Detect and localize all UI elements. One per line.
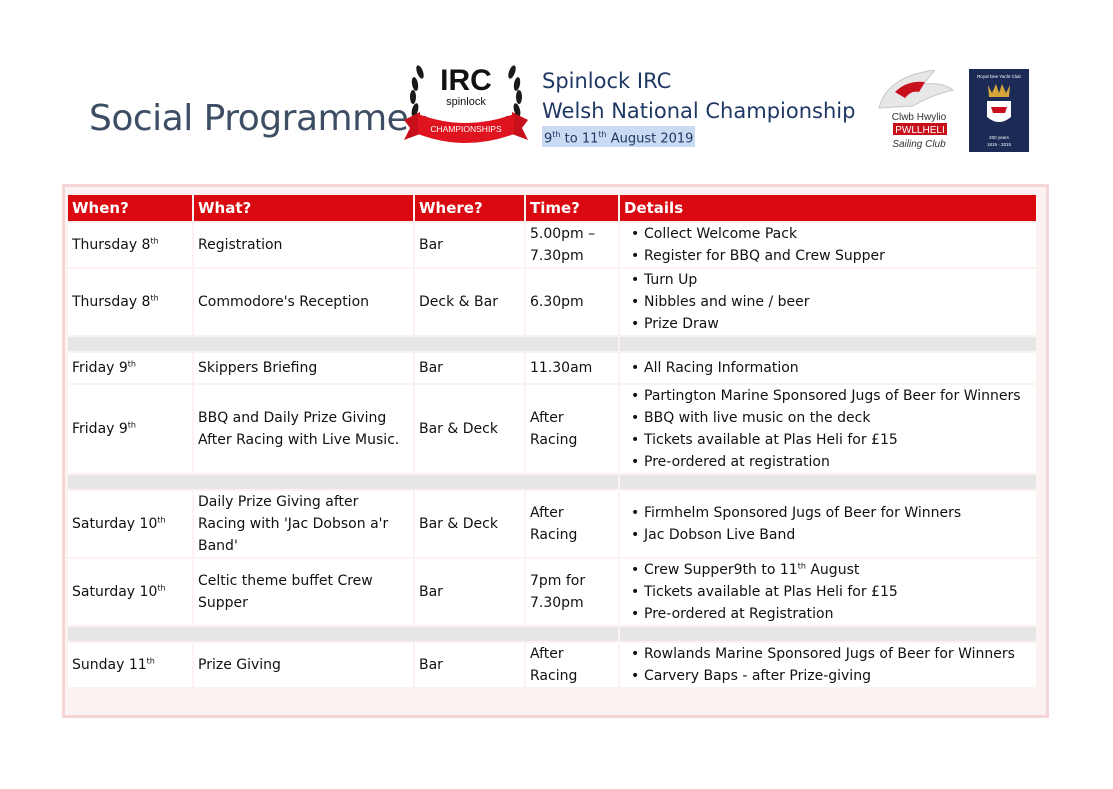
svg-text:Royal Dee Yacht Club: Royal Dee Yacht Club bbox=[977, 74, 1021, 79]
header-where: Where? bbox=[415, 195, 524, 221]
when-cell: Saturday 10th bbox=[68, 491, 192, 557]
header-details: Details bbox=[620, 195, 1036, 221]
svg-text:PWLLHELI: PWLLHELI bbox=[895, 125, 945, 136]
details-cell bbox=[620, 491, 1036, 557]
table-header-row bbox=[68, 195, 1036, 221]
svg-text:spinlock: spinlock bbox=[446, 96, 486, 108]
svg-text:Sailing Club: Sailing Club bbox=[892, 139, 946, 150]
detail-item: • Tickets available at Plas Heli for £15 bbox=[644, 581, 1032, 603]
table-row bbox=[68, 385, 1036, 473]
table-row bbox=[68, 491, 1036, 557]
day-separator bbox=[68, 337, 1036, 351]
day-separator bbox=[68, 475, 1036, 489]
event-dates: 9th to 11th August 2019 bbox=[542, 126, 695, 147]
page-title: Social Programme bbox=[89, 98, 409, 139]
detail-item: • Crew Supper9th to 11th August bbox=[644, 559, 1032, 581]
table-row bbox=[68, 353, 1036, 383]
where-cell: Bar & Deck bbox=[415, 385, 524, 473]
time-cell: 7pm for 7.30pm bbox=[526, 559, 618, 625]
header-when: When? bbox=[68, 195, 192, 221]
detail-item: • Jac Dobson Live Band bbox=[644, 524, 1032, 546]
event-heading bbox=[542, 66, 855, 147]
where-cell: Bar & Deck bbox=[415, 491, 524, 557]
detail-item: • Partington Marine Sponsored Jugs of Beer for Winners bbox=[644, 385, 1032, 407]
detail-item: • Rowlands Marine Sponsored Jugs of Beer for Winners bbox=[644, 643, 1032, 665]
svg-text:Clwb Hwylio: Clwb Hwylio bbox=[891, 112, 947, 123]
table-row bbox=[68, 559, 1036, 625]
what-cell: Celtic theme buffet Crew Supper bbox=[194, 559, 413, 625]
when-cell: Friday 9th bbox=[68, 353, 192, 383]
event-name-line2: Welsh National Championship bbox=[542, 99, 856, 123]
detail-item: • Firmhelm Sponsored Jugs of Beer for Winners bbox=[644, 502, 1032, 524]
royal-dee-yacht-club-logo bbox=[969, 69, 1029, 152]
details-cell bbox=[620, 223, 1036, 267]
time-cell: 11.30am bbox=[526, 353, 618, 383]
time-cell: After Racing bbox=[526, 643, 618, 687]
detail-item: • BBQ with live music on the deck bbox=[644, 407, 1032, 429]
details-cell bbox=[620, 269, 1036, 335]
detail-item: • Carvery Baps - after Prize-giving bbox=[644, 665, 1032, 687]
svg-text:200 years: 200 years bbox=[989, 135, 1009, 140]
svg-text:IRC: IRC bbox=[440, 64, 492, 97]
detail-item: • Collect Welcome Pack bbox=[644, 223, 1032, 245]
details-cell bbox=[620, 643, 1036, 687]
detail-item: • Pre-ordered at Registration bbox=[644, 603, 1032, 625]
time-cell: After Racing bbox=[526, 385, 618, 473]
what-cell: Daily Prize Giving after Racing with 'Jac Dobson a'r Band' bbox=[194, 491, 413, 557]
when-cell: Friday 9th bbox=[68, 385, 192, 473]
header-what: What? bbox=[194, 195, 413, 221]
social-programme-table bbox=[66, 193, 1038, 689]
detail-item: • Pre-ordered at registration bbox=[644, 451, 1032, 473]
event-name-line1: Spinlock IRC bbox=[542, 69, 672, 93]
details-cell bbox=[620, 559, 1036, 625]
pwllheli-sailing-club-logo bbox=[873, 70, 965, 154]
where-cell: Deck & Bar bbox=[415, 269, 524, 335]
what-cell: Skippers Briefing bbox=[194, 353, 413, 383]
details-cell bbox=[620, 385, 1036, 473]
table-row bbox=[68, 223, 1036, 267]
detail-item: • All Racing Information bbox=[644, 357, 1032, 379]
when-cell: Thursday 8th bbox=[68, 223, 192, 267]
detail-item: • Register for BBQ and Crew Supper bbox=[644, 245, 1032, 267]
where-cell: Bar bbox=[415, 223, 524, 267]
what-cell: Commodore's Reception bbox=[194, 269, 413, 335]
time-cell: 5.00pm – 7.30pm bbox=[526, 223, 618, 267]
detail-item: • Nibbles and wine / beer bbox=[644, 291, 1032, 313]
what-cell: BBQ and Daily Prize Giving After Racing with Live Music. bbox=[194, 385, 413, 473]
irc-championships-logo bbox=[398, 50, 534, 154]
svg-text:CHAMPIONSHIPS: CHAMPIONSHIPS bbox=[430, 124, 502, 134]
detail-item: • Tickets available at Plas Heli for £15 bbox=[644, 429, 1032, 451]
where-cell: Bar bbox=[415, 559, 524, 625]
what-cell: Registration bbox=[194, 223, 413, 267]
day-separator bbox=[68, 627, 1036, 641]
where-cell: Bar bbox=[415, 353, 524, 383]
header-time: Time? bbox=[526, 195, 618, 221]
table-row bbox=[68, 643, 1036, 687]
detail-item: • Prize Draw bbox=[644, 313, 1032, 335]
when-cell: Sunday 11th bbox=[68, 643, 192, 687]
detail-item: • Turn Up bbox=[644, 269, 1032, 291]
details-cell bbox=[620, 353, 1036, 383]
time-cell: After Racing bbox=[526, 491, 618, 557]
svg-text:1815 - 2015: 1815 - 2015 bbox=[986, 142, 1012, 147]
time-cell: 6.30pm bbox=[526, 269, 618, 335]
when-cell: Thursday 8th bbox=[68, 269, 192, 335]
where-cell: Bar bbox=[415, 643, 524, 687]
what-cell: Prize Giving bbox=[194, 643, 413, 687]
table-row bbox=[68, 269, 1036, 335]
when-cell: Saturday 10th bbox=[68, 559, 192, 625]
